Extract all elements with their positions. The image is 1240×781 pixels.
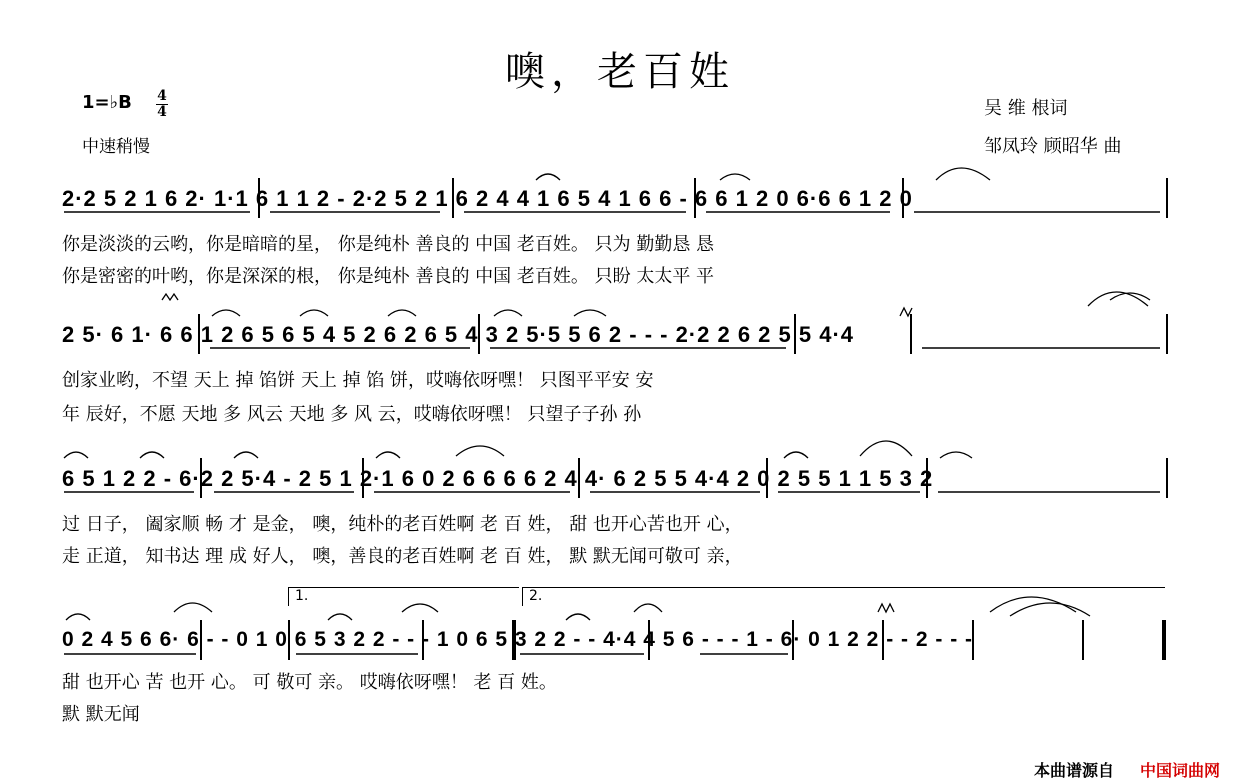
lyrics-row-4-verse-1: 甜 也开心 苦 也开 心。 可 敬可 亲。 哎嗨依呀嘿！ 老 百 姓。 [62, 672, 557, 693]
lyrics-row-2-verse-2: 年 辰好，不愿 天地 多 风云 天地 多 风 云，哎嗨依呀嘿！ 只望子子孙 孙 [62, 404, 642, 425]
notation-row-3: 6 5 1 2 2 - 6·2 2 5·4 - 2 5 1 2·1 6 0 2 6 6 6 6 2 4 4· 6 2 5 5 4·4 2 0 2 5 5 1 1 5 3 2 [62, 466, 934, 491]
first-ending-label: 1. [295, 588, 309, 604]
notation-row-4: 0 2 4 5 6 6· 6 - - 0 1 0 6 5 3 2 2 - - - 1 0 6 5 3 2 2 - - 4·4 4 5 6 - - - 1 - 6· 0 1 2 2 - - 2 - - - [62, 628, 974, 651]
lyrics-row-1-verse-1: 你是淡淡的云哟，你是暗暗的星， 你是纯朴 善良的 中国 老百姓。 只为 勤勤恳 恳 [62, 234, 715, 255]
footer-site-link[interactable]: 中国词曲网 [1140, 761, 1221, 780]
second-ending-label: 2. [529, 588, 543, 604]
lyrics-row-1-verse-2: 你是密密的叶哟，你是深深的根， 你是纯朴 善良的 中国 老百姓。 只盼 太太平 平 [62, 266, 715, 287]
lyrics-row-2-verse-1: 创家业哟，不望 天上 掉 馅饼 天上 掉 馅 饼，哎嗨依呀嘿！ 只图平平安 安 [62, 370, 654, 391]
composer-credit: 邹凤玲 顾昭华 曲 [984, 136, 1122, 157]
lyrics-row-3-verse-2: 走 正道， 知书达 理 成 好人， 噢，善良的老百姓啊 老 百 姓， 默 默无闻可敬可 亲， [62, 546, 743, 567]
song-title: 噢，老百姓 [505, 49, 735, 95]
tempo-marking: 中速稍慢 [82, 137, 150, 157]
time-signature-top: 4 [157, 88, 167, 104]
key-signature: 1=♭B [82, 92, 132, 113]
notation-row-2: 2 5· 6 1· 6 6 1 2 6 5 6 5 4 5 2 6 2 6 5 4 3 2 5·5 5 6 2 - - - 2·2 2 6 2 5 5 4·4 [62, 322, 855, 347]
lyrics-row-4-verse-2: 默 默无闻 [62, 704, 140, 725]
time-signature-bottom: 4 [157, 104, 167, 120]
lyricist-credit: 吴 维 根词 [984, 98, 1068, 119]
notation-row-1: 2·2 5 2 1 6 2· 1·1 6 1 1 2 - 2·2 5 2 1 6 2 4 4 1 6 5 4 1 6 6 - 6 6 1 2 0 6·6 6 1 2 0 [62, 186, 913, 211]
lyrics-row-3-verse-1: 过 日子， 阖家顺 畅 才 是金， 噢，纯朴的老百姓啊 老 百 姓， 甜 也开心苦也开 心， [62, 514, 743, 535]
footer-source-label: 本曲谱源自 [1034, 761, 1115, 780]
